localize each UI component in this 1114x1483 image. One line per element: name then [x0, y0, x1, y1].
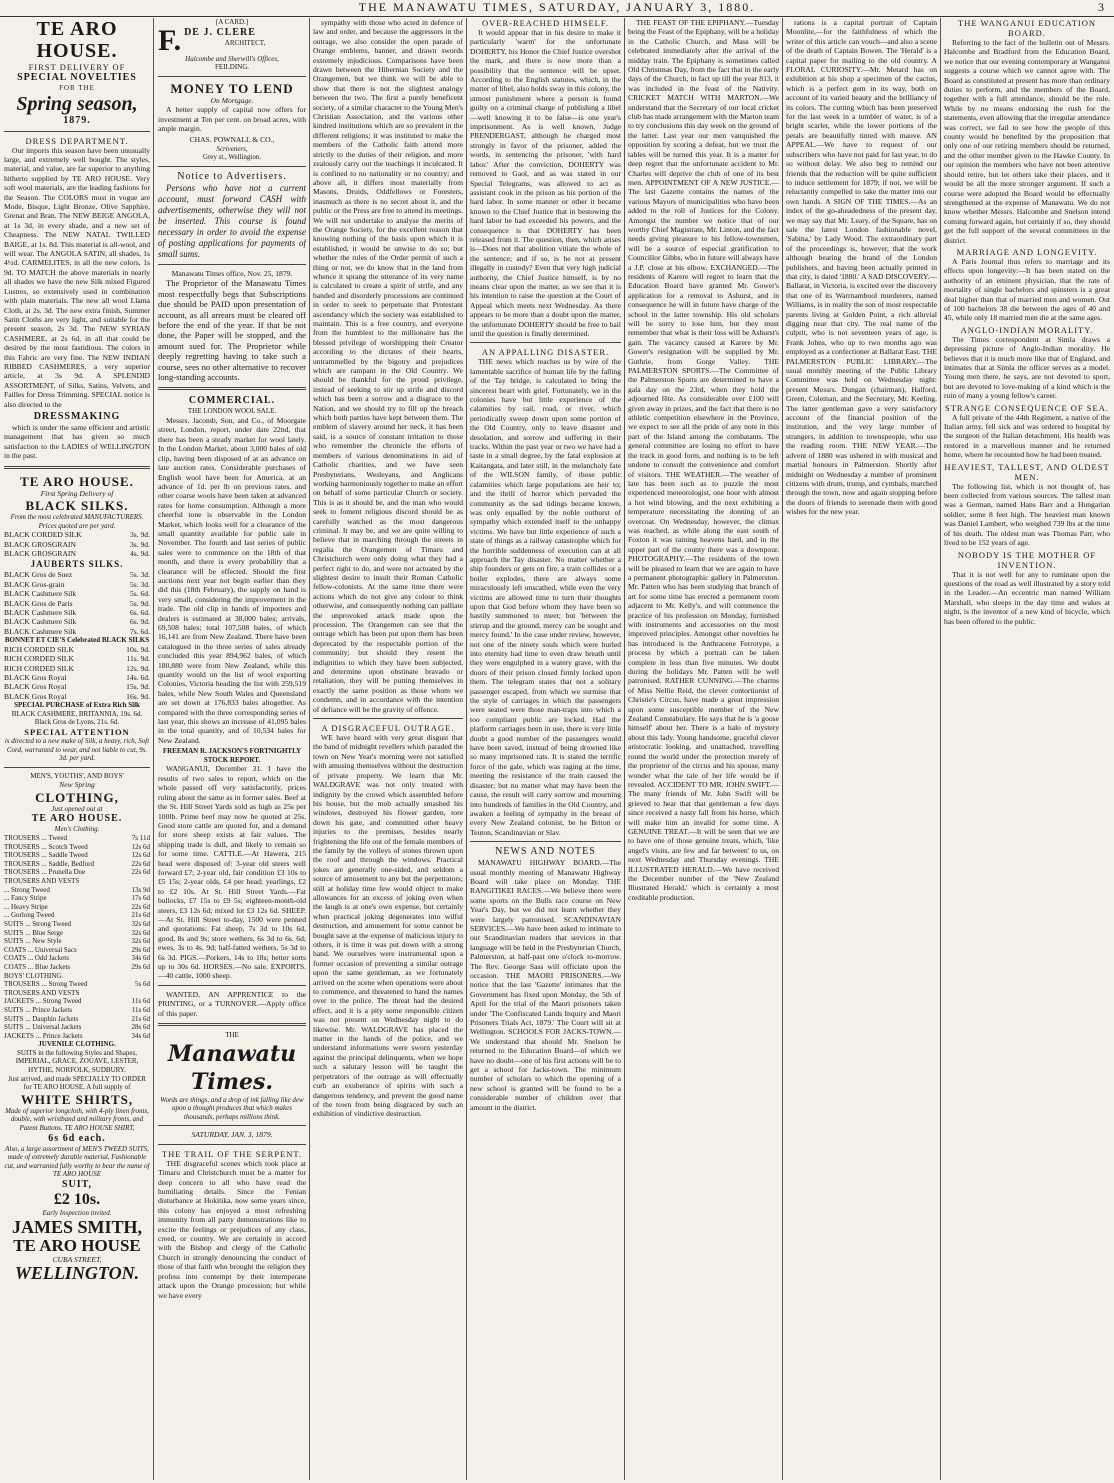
attention-text: is directed to a new make of Silk, a heavy, rich, Soft Cord, warranted to wear, and not liable to cut, 9s. 3d. per yard.	[4, 737, 150, 763]
shirt-price: 6s 6d each.	[48, 1132, 106, 1144]
overreached-heading: OVER-REACHED HIMSELF.	[481, 18, 610, 28]
price-row	[4, 894, 150, 903]
special-items: BLACK CASHMERE, BRITANNIA, 19s. 6d. Black Gros de Lyons, 21s. 6d.	[11, 709, 143, 727]
item-name: SUITS ... Strong Tweed	[4, 919, 72, 928]
column-3	[313, 18, 463, 1480]
item-name: BLACK Gros de Paris	[4, 598, 73, 608]
item-name: SUITS ... Prince Jackets	[4, 1005, 73, 1014]
price-row	[4, 997, 150, 1006]
item-price: 10s. 9d.	[126, 644, 150, 654]
item-name: TROUSERS AND VESTS	[4, 877, 80, 885]
dress-tail: which is under the same efficient and artistic management that has given so much satisfaction to the LADIES of WELLINGTON in the past.	[4, 422, 150, 461]
item-price: 11s. 9d.	[126, 654, 150, 664]
item-price: 5s. 9d.	[129, 598, 150, 608]
notice-text: Persons who have not a current account, must forward CASH with advertisements, otherwise they will not be inserted. This course is found necessary in order to avoid the expense of posting applications for payments of small sums.	[158, 183, 306, 259]
masthead	[0, 0, 1114, 17]
shirts-text: Made of superior longcloth, with 4-ply linen fronts, double, with wristband and military fronts, and Patent Buttons. TE ARO HOUSE SHIRT,	[5, 1106, 149, 1133]
just-opened: Just opened out at	[51, 804, 103, 813]
dress-department: DRESS DEPARTMENT.	[25, 135, 129, 146]
heaviest-text: The following list, which is not thought of, has been collected from various sources. The tallest man was a German, named Hans Barr and a Hungarian soldier, some 8 feet high. The heaviest man known was Daniel Lambert, who weighed 739 lbs at the time of his death. The oldest man was Thomas Parr, who lived to be 152 years of age.	[944, 481, 1110, 548]
dress-text: Our imports this season have been unusually large, and extremely well bought. The styles, material, and value, are far superior to anything hitherto supplied by TE ARO HOUSE. Very soft wool materials, are the leading fashions for the Season. The COLORS most in vogue are Mode, Bisque, Light Bronze, Olive Sapphire, Grenat and Bran. The NEW BEIGE ANGOLA, at 1s 3d, in every shade, and a new set of Cheapness. The NEW NATAL TWILLED BAIGE, at 1s. 8d. This material is all-wool, and will wear. The ANGOLA SATIN, all shades, 1s 4½d. CARMELITES, in all the new colors, 1s 9d. TO MATCH the above materials in nearly all shades we have the new Silk mixed Figured Lustres, so extensively used in combination with plain materials. The new all wool Llama Cloth, at 2s. 3d. The new extra finish, Summer Satin Cloths are very light, and suitable for the present season, 2s 3d. The NEW SYRIAN CASHMERE, at 2s 6d, in all that could be desired by the most fastidious. The colors in this Fabric are very fine. The NEW INDIAN RIBBED CASHMERES, a very superior article, at 3s 9d. A SPLENDID ASSORTMENT, of Silks, Satins, Velvets, and Failles for Dress Trimming. SPECIAL notice is also directed to the	[4, 145, 150, 409]
te-aro-house-3: TE ARO HOUSE.	[31, 813, 123, 825]
item-name: COATS ... Universal Sacs	[4, 945, 77, 954]
item-price: 32s 6d	[131, 937, 150, 946]
item-price: 14s. 6d.	[126, 673, 150, 683]
price-row	[4, 617, 150, 626]
price-row	[4, 972, 150, 981]
price-row	[4, 645, 150, 654]
price-row	[4, 1032, 150, 1041]
te-aro-house-2: TE ARO HOUSE.	[20, 473, 134, 489]
item-name: SUITS ... New Style	[4, 937, 62, 946]
column-6	[786, 18, 937, 1480]
dressmaking: DRESSMAKING	[33, 410, 121, 422]
price-row	[4, 589, 150, 598]
item-price: 21s 6d	[131, 911, 150, 920]
item-name: COATS ... Blue Jackets	[4, 962, 71, 971]
suit-price: £2 10s.	[53, 1191, 101, 1208]
column-2	[158, 18, 306, 1480]
column-rule	[309, 18, 310, 1480]
masthead-title: THE MANAWATU TIMES, SATURDAY, JANUARY 3, 1880.	[358, 0, 756, 14]
feilding: FEILDING.	[214, 63, 250, 72]
item-name: ... Heavy Stripe	[4, 902, 48, 911]
marriage-text: A Paris Journal thus refers to marriage and its effects upon longevity:—It has been stated on the authority of an eminent physician, that the rate of mortality of single bachelors and spinsters is a great deal higher than that of married men and women. Out of 100 bachelors 38 die between the ages of 40 and 45, while only 18 married men die at the same ages.	[944, 256, 1110, 323]
the-label: THE	[225, 1031, 239, 1040]
item-name: COATS ... Odd Jackets	[4, 954, 69, 963]
item-name: SUITS ... Universal Jackets	[4, 1023, 82, 1032]
jauberts-silks: JAUBERTS SILKS.	[30, 559, 124, 570]
item-price: 22s 6d	[131, 868, 150, 877]
clere-name: DE J. CLERE	[184, 26, 256, 38]
heaviest-heading: HEAVIEST, TALLEST, AND OLDEST MEN.	[944, 461, 1110, 482]
item-name: BLACK Gros Royal	[4, 673, 67, 683]
price-row	[4, 843, 150, 852]
price-row	[4, 654, 150, 663]
money-to-lend: MONEY TO LEND	[170, 80, 294, 96]
item-name: SUITS ... Blue Serge	[4, 928, 63, 937]
column-rule	[782, 18, 783, 1480]
strange-heading: STRANGE CONSEQUENCE OF SEA.	[945, 402, 1109, 413]
wanted-apprentice: WANTED, AN APPRENTICE to the PRINTING, or a TURNOVER.—Apply office of this paper.	[158, 989, 306, 1018]
item-name: RICH CORDED SILK	[4, 663, 75, 673]
item-name: RICH CORDED SILK	[4, 644, 75, 654]
price-row	[4, 929, 150, 938]
column-1-ads	[4, 18, 150, 1480]
item-price: 21s 6d	[131, 1014, 150, 1023]
bonnet-price-list	[4, 645, 150, 701]
item-name: BLACK Cashmere Silk	[4, 589, 77, 599]
anglo-heading: ANGLO-INDIAN MORALITY.	[960, 324, 1094, 335]
page-number: 3	[1098, 0, 1104, 14]
item-name: BLACK Cashmere Silk	[4, 617, 77, 627]
wellington: WELLINGTON.	[14, 1263, 140, 1283]
freeman-text: WANGANUI, December 31. I have the results of two sales to report, which on the whole passed off very satisfactorily, prices ruling about the same as in former sales. Beef at the St. Hill Street Yards sold as high as 25s per 100lb. Prime beef may now be quoted at 25s. Good store cattle are quoted for, and a demand for store sheep exists at fair values. The shipping trade is dull, and likely to remain so for some time. CATTLE.—At Hawera, 215 head were disposed of: 3-year old steers well forward £7; 2-year old, fair condition £3 10s to £5 15s; 2-year olds, £4 per head; yearlings, £2 to £2 10s. At St. Hill Street Yards.—Fat bullocks, £7 15s to £9 5s; eighteen-month-old steers, £3 12s 6d; mixed lot £3 12s 6d. SHEEP.—At St. Hill Street to-day, 1500 were penned and quotations: Fat sheep, 7s 3d to 10s 6d, good, 8s and 9s; store wethers, 6s 3d to 6s. 6d; ewes, 3s to 4s. 9d; half-fatted wethers, 5s 3d to 6s 3d. PIGS.—Porkers, 14s to 18s; better sorts up to 30s 6d. HORSES.—No sale. EXPORTS.—40 cattle, 1000 sheep.	[158, 764, 306, 981]
black-silks: BLACK SILKS.	[25, 498, 129, 513]
item-price: 22s 6d	[131, 859, 150, 868]
item-price: 5s 6d	[135, 980, 150, 989]
item-name: ... Strong Tweed	[4, 885, 50, 894]
price-row	[4, 530, 150, 539]
freeman-report: FREEMAN R. JACKSON'S FORTNIGHTLY STOCK REPORT.	[162, 747, 302, 764]
early-inspection: Early Inspection invited.	[42, 1209, 112, 1217]
initial-f: F.	[158, 23, 182, 57]
item-name: JACKETS ... Strong Tweed	[4, 997, 82, 1006]
just-arrived: Just arrived, and made SPECIALLY TO ORDER	[8, 1074, 146, 1083]
item-name: ... Fancy Stripe	[4, 894, 47, 903]
item-name: BLACK Gros de Suez	[4, 570, 73, 580]
item-price: 12s 6d	[131, 842, 150, 851]
item-name: TROUSERS AND VESTS	[4, 988, 80, 997]
pownall: CHAS. POWNALL & CO.,	[189, 135, 275, 145]
price-row	[4, 851, 150, 860]
item-price: 6s. 9d.	[129, 617, 150, 627]
wool-sale: THE LONDON WOOL SALE.	[187, 407, 277, 416]
item-price: 34s 6d	[131, 954, 150, 963]
price-row	[4, 1006, 150, 1015]
column-7	[944, 18, 1110, 1480]
disgraceful-text: WE have heard with very great disgust that the band of midnight revellers which paraded the town on New Year's morning were not satisfied with amusing themselves without the destruction of private property. We learn that Mr. WALDGRAVE was not only treated with indignity by the crowd which assembled before his house, but the mob actually smashed his windows, destroyed his flower garden, tore down his gate, and committed other heavy injuries to the premises, besides nearly frightening the life out of the female members of the family by the volleys of stones thrown upon the roof and through the windows. Practical jokes are generally one-sided, and seldom a source of amusement to any but the perpetrators; still at holiday time few would object to make allowances for an excess of joking even when the laugh is at one's own expense, but certainly when practical joking degenerates into wilful destruction, and amusement for some cannot be bought save at the expense of malicious injury to others, it is time it was put down with a strong hand. We ourselves were instrumental upon a former occasion of preventing a similar outrage upon the same gentleman, as we fortunately arrived on the scene when operations were about to commence, and threatened to band the names over to the police. The threat had the desired effect, and it is a pity some responsible citizen was not present on Wednesday night to do likewise. Mr. WALDGRAVE has placed the matter in the hands of the police, and we understand informations were sworn yesterday against the principal delinquents, when we hope such a salutary lesson will be taught the perpetrators of the outrage as will effectually curb an exuberance of spirits with such a dangerous tendency, and prevent the good name of the town from being disgraced by such an exhibition of vindictive destruction.	[313, 733, 463, 1119]
clothing-price-list	[4, 834, 150, 1040]
jauberts-price-list	[4, 570, 150, 636]
for-house: for TE ARO HOUSE, A full supply of	[23, 1083, 131, 1092]
price-row	[4, 903, 150, 912]
overreached-text: It would appear that in his desire to make it particularly 'warm' for the unfortunate DOHERTY, his Honor the Chief Justice overshot the mark, and there is now more than a possibility that the sentence will be upset. According to the English statutes, which, in the matter of libel, also holds sway in this colony, the utmost punishment where a person is found guilty on a criminal charge of publishing a libel—well knowing it to be false—is one year's imprisonment. As is well known, Judge PRENDERGAST, although he charged most strongly in favor of the prisoner, added the words, in sentencing the prisoner, 'with hard labor.' After the conviction, DOHERTY was removed to Gaol, and as was stated in our Special Telegrams, was allowed to act as assistant cook in the prison as his portion of the hard labor. In some manner or other it became known to the Chief Justice that in bestowing the hard labor he had exceeded his powers, and the consequence is that DOHERTY has been released from it. The question, then, which arises is—Does not that abolition vitiate the whole of the sentence; and if so, is he not at present illegally in custody? Even that very high judicial authority, the Chief Justice himself, is by no means clear upon the matter, as we see that it is his intention to raise the question at the Court of Appeal which meets next Wednesday. As there appears to be more than a doubt upon the matter, the unfortunate DOHERTY should be free to bail until the question is finally determined.	[470, 28, 621, 338]
item-name: JACKETS ... Prince Jackets	[4, 1031, 83, 1040]
item-name: BOYS' CLOTHING.	[4, 971, 64, 980]
price-row	[4, 868, 150, 877]
price-row	[4, 834, 150, 843]
column-rule	[940, 18, 941, 1480]
for-the: FOR THE	[59, 84, 95, 92]
item-price: 4s. 9d.	[129, 549, 150, 558]
item-price: 15s. 9d.	[126, 682, 150, 692]
price-row	[4, 920, 150, 929]
price-row	[4, 682, 150, 691]
wanganui-text: Referring to the fact of the bulletin out of Messrs. Halcombe and Bradford from the Education Board, we notice that our evening contemporary at Wanganui suggests a course which we cannot agree with. The Board as constituted at present has more than ordinary duties to perform, and the members of the Board, together with a full attendance, should be the rule. While by no means endorsing the rush for the statements, even allowing that the irregular attendance was correct, we fail to see how the people of this county would be benefited by the proposition that only one of our retiring members should be returned, and the other member given to the Hawke County. In our opinion the members who have not been attentive should retire, but let others take their places, and it would be all the more stronger argument. If such a course were adopted the Board would be effectually strengthened at the expense of Manawatu. We do not know whether Messrs. Halcombe and Snelson intend coming forward again, but certainly if so, they should get the full support of the several committees in the district.	[944, 38, 1110, 245]
manawatu-times-title: Manawatu Times.	[167, 1040, 297, 1095]
disaster-heading: AN APPALLING DISASTER.	[481, 347, 610, 358]
silks-sub: From the most celebrated MANUFACTURERS. Prices quoted are per yard.	[10, 513, 144, 530]
item-price: 32s 6d	[131, 928, 150, 937]
price-row	[4, 608, 150, 617]
serpent-continued: sympathy with those who acted in defence of law and order, and because the aggressors in the outrage, we also consider the open parade of Orange emblems, banner, and drawn swords extremely injudicious. Comparisons have been drawn between the Hibernian Society and the Orangemen, but we think we will be able to show that there is not the slightest analogy between the two. The first a purely beneficent society, of a similar character to the Young Men's Christian Association, and the various other kindred institutions which are so prevalent in the different religions; it was instituted to make the members of the Catholic faith attend more strictly to the duties of their religion, and more zealously carry out the teachings it inculcated. It is confined to no nationality or no country; and above all, it differs most materially from Masons, Druids, Oddfellows or Foresters, inasmuch as there is no secret about it, and the public or the Press are free to attend its meetings. We will not undertake to analyse the merits of the Orange Society, for the excellent reason that knowing nothing of the basis upon which it is established, it would be unwise to do so; but whether the rules of the Order permit of such a thing or not, we do know that in the land from whence it sprang the utterance of its very name is calculated to create a spirit of strife, and any banded and disorderly processions are continued in order to seek to perpetuate that Protestant ascendancy which the society was established to maintain. This is a free country, and everyone from the humblest to the millionaire has the blessed privilege of worshipping their Creator according to the dictates of their hearts, untrammelled by the bigotry and prejudices which are rampant in the Old Country. We should be thankful for the proud privilege, instead of seeking to stir up strife and discord which has been a sorrow and a disgrace to the Nation, and we should try to fill up the breach which both parties have kept between them. The emblem of slavery around her neck, it has been said, is a source of constant irritation to those who remember the chronicle the efforts of members of various denominations in aid of Catholic charities, and we have seen Presbyterians, Wesleyans, and Anglicans working harmoniously together to make an effort on behalf of some particular Church or society. This is as it should be, and the man who would seek to foment religious discord should be as carefully watched as the most dangerous criminal. It may be, and we are quite willing to believe that in marching through the streets in regalia the Orangemen of Timaru and Christchurch were only doing what they had a perfect right to do, and were not actuated by the slightest desire to insult their Roman Catholic fellow-colonists. At the same time there were actions which do not give any colour to think otherwise, and consequently nothing can palliate the unprovoked attack made upon the procession. The Orangemen can see that the outrage which has been put upon them has been deprecated by the respectable portion of the community; but should they resent the indignities to which they have been subjected, and determine upon obstinate bravado or retaliation, they will be putting themselves in exactly the same position as those whom we condemn, and in accordance with the intention of defiance will be the gravity of offence.	[313, 18, 463, 714]
notes-text-2: rations is a capital portrait of Captain Moonlite,—for the faithfulness of which the writer of this article can vouch—and also a scene of the death of Captain Bowen. The 'Herald' is a capital paper for mailing to the old country. A FLORAL CURIOSITY.—Mr. Metard has on exhibition at his shop a specimen of the cactus, which is a perfect gem in its way, both on account of its varied beauty and the brilliancy of its colors. The cutting which has been preserved for the last week in a tumbler of water, is of a bright scarlet, while the lower portions of the petals are beautifully tinted with mauve. AN APPEAL.—We have to request of our subscribers who have not paid for last year, to do so without delay. We also beg to remind our friends that the reduction will be quite sufficient to induce settlement for 1879; if not, we will be reluctantly compelled to take the matter into our own hands. A SIGN OF THE TIMES.—As an index of the go-aheadedness of the present day, we may say that Mr. Leary, of the Square, has on sale the latest London fashionable novel, 'Sabina,' by Lady Wood. The extraordinary part of the proceedings is, however, that the work although bearing the brand of the London publishers, and having been actually printed in that city, is dated '1880.' A SAD DISCOVERY.—Ballarat, in Victoria, is excited over the discovery that one of its Warrnambool murderers, named Williams, is in reality the son of most respectable parents living at Golden Point, a rich alluvial digging near that city. The real name of the culprit, who is not seventeen years of age, is Frank Johns, who up to two months ago was employed as a confectioner at Ballarat East. THE PALMERSTON PUBLIC LIBRARY.—The usual monthly meeting of the Public Library Committee was held on Wednesday night: present Messrs. Dungan (chairman), Halford, Green, Coleman, and the Secretary, Mr. Keeling. The latter gentleman gave a very satisfactory account of the financial position of the institution, and the very large number of strangers, in addition to townspeople, who use the reading room. THE NEW YEAR.—The advent of 1880 was ushered in with musical and martial honours in Palmerston. Shortly after midnight on Wednesday a number of prominent citizens with drum, trump, and cymbals, marched through the town, now and again stopping before the doors of friends to serenade them with good wishes for the new year.	[786, 18, 937, 517]
price-row	[4, 1023, 150, 1032]
disgraceful-heading: A DISGRACEFUL OUTRAGE.	[321, 723, 455, 734]
item-name: BLACK Gros Royal	[4, 682, 67, 692]
serpent-heading: THE TRAIL OF THE SERPENT.	[161, 1148, 303, 1159]
new-spring: New Spring	[59, 780, 95, 790]
juvenile-clothing: JUVENILE CLOTHING.	[38, 1040, 116, 1049]
price-row	[4, 540, 150, 549]
price-row	[4, 664, 150, 673]
te-aro-house-footer: TE ARO HOUSE	[13, 1235, 141, 1255]
price-row	[4, 937, 150, 946]
juvenile-text: SUITS in the following Styles and Shapes, IMPERIAL, GRACE, ZOUAVE, LESTER, HYTHE, NORFOLK, SUDBURY.	[15, 1048, 139, 1075]
column-rule	[624, 18, 625, 1480]
price-row	[4, 980, 150, 989]
mens-clothing: Men's Clothing.	[54, 825, 100, 834]
first-spring: First Spring Delivery of	[40, 488, 114, 498]
notes-text: THE FEAST OF THE EPIPHANY.—Tuesday being the Feast of the Epiphany, will be a holiday in the Catholic Church, and Mass will be celebrated immediately after the arrival of the midday train. The Epiphany is sometimes called Old Christmas Day, from the fact that in the early days of the Church, in fact up till the year 813, it was included in the feast of the Nativity. CRICKET MATCH WITH MARTON.—We understand that the Secretary of our local cricket club has made arrangement with the Marton team to try conclusions this day week on the ground of the latter. Last year our men vanquished the opposition by scoring a defeat, but we trust the tables will be turned this year. It is a matter for deep regret that the unfortunate accident to Mr. Charles will deprive the club of one of its best men. APPOINTMENT OF A NEW JUSTICE.—The last Gazette contains the names of the various Mayors of municipalities who have been added to the roll of Justices for the Colony. Amongst the number we notice that of our worthy Chief Magistrate, Mr. Linton, and the fact needs giving pleasure to his fellow-townsmen, will be a source of especial gratification to Councillor Gibbs, who in future will always have a J.P. close at his elbow. EXCHANGED.—The residents of Karere will regret to learn that the Education Board have granted Mr. Gower's application for a removal to Ashurst, and in consequence he will in future have charge of the school in the latter township. His old scholars will be sorry to lose him, but they must remember that what is their loss will be Ashurst's gain. The vacancy caused at Karere by Mr. Gower's resignation will be supplied by Mr. Guthrie, from Gorge Valley. THE PALMERSTON SPORTS.—The Committee of the Palmerston Sports are determined to have a gala day on the 23rd, when they hold the adjourned fête. As considerable over £100 will given away in prizes, and the fact that there is no athletic competition elsewhere in the Province, we expect to see all the pride of any note in this part of the Island among the combatants. The general committee are losing no effort to have the track in good form, and nothing is to be left undone to consult the convenience and comfort of visitors. THE WEATHER.—The weather of late has been such as to puzzle the most experienced meteorologist, one hour with almost a hot wind blowing, and the next exhibiting a temperature necessitating the donning of an overcoat. On Wednesday, however, the climax was reached, as while along the east south of Foxton it was raining heavens hard, and in the upper part of the county there was a downpour. PHOTOGRAPHY.—The residents of the town will be pleased to learn that we are again to have a permanent photographic gallery in Palmerston. Mr. Patten who has been studying that branch of art for some time has erected a permanent room adjacent to Mr. Kelly's, and will commence the practice of his profession on Monday, furnished with instruments and accessories on the most improved principles. Amongst other novelties he has introduced is the Anthracene Ferrotype, a process by which a portrait can be taken complete in less than five minutes. We doubt during the holidays Mr. Patten will be well patronised. RATHER CUNNING.—The charms of Miss Nellie Reid, the clever contortionist of Christie's Circus, have made a great impression upon some susceptible member of the New Zealand Constabulary. He says that he is 'a goose himself' about her. There is a halo of mystery about this lady. Young handsome, graceful clever aristocratic looking, and unattached, travelling round the world under the protection merely of the proprietor of the circus and his spouse, many wonder what the tale of her life would be if revealed. ACCIDENT TO MR. JOHN SWIFT.—The many friends of Mr. John Swift will be grieved to hear that that gentleman a few days since received a nasty fall from his horse, which will make him an invalid for some time. A GENUINE TREAT.—It will be seen that we are to have one of those genuine treats, which, 'like angel's visits, are few and far between' to us, on next Wednesday and Thursday evenings. THE ILLUSTRATED HERALD.—We have received the December number of the 'New Zealand Illustrated Herald,' which is certainly a most creditable production.	[628, 18, 779, 902]
item-price: 7s 11d	[131, 834, 150, 843]
capital-text: A better supply of capital now offers for investment at Ten per cent. on broad acres, with ample margin.	[158, 105, 306, 133]
item-name: SUITS ... Dauphin Jackets	[4, 1014, 79, 1023]
anglo-text: The Times correspondent at Simla draws a depressing picture of Anglo-Indian morality. He believes that it is much more like that of England, and intimates that at Simla the officer serves as a model. Young men there, he says, are not devoted to sport, but are devoted to love-making of a kind which is the ruin of many a young fellow's career.	[944, 334, 1110, 401]
item-price: 5s. 3d.	[129, 570, 150, 580]
column-4	[470, 18, 621, 1480]
nobody-text: That it is not well for any to ruminate upon the questions of the road as well illustrated by a story told in the Leader.—An eccentric man named William Marshall, who sleeps in the day time and wakes at night, is the inventor of a new kind of bicycle, which has been offered to the public.	[944, 569, 1110, 626]
price-row	[4, 989, 150, 998]
item-name: BLACK Gros-grain	[4, 579, 65, 589]
item-price: 7s. 6d.	[129, 626, 150, 636]
commercial: COMMERCIAL.	[188, 395, 276, 407]
scriveners: Scriveners,	[216, 144, 248, 153]
suit: SUIT,	[61, 1179, 93, 1190]
item-price: 3s. 9d.	[129, 539, 150, 549]
architect-title: ARCHITECT,	[224, 38, 266, 47]
grey-st: Grey st., Wellington.	[202, 153, 262, 162]
white-shirts: WHITE SHIRTS,	[20, 1091, 134, 1107]
wanganui-heading: THE WANGANUI EDUCATION BOARD.	[958, 18, 1096, 38]
item-name: RICH CORDED SILK	[4, 654, 75, 664]
item-name: BLACK GROSGRAIN	[4, 539, 76, 549]
bonnet-silks: BONNET ET CIE'S Celebrated BLACK SILKS	[4, 636, 150, 645]
clothing: CLOTHING,	[35, 789, 119, 805]
proprietor-text: The Proprietor of the Manawatu Times most respectfully begs that Subscriptions due should be PAID upon presentation of account, as all arrears must be cleared off before the end of the year. If that be not done, the Paper will be stopped, and the amount sued for. The Proprietor while deeply regretting having to take such a course, sees no other alternative to recover long-standing accounts.	[158, 278, 306, 383]
price-row	[4, 599, 150, 608]
price-row	[4, 570, 150, 579]
item-name: TROUSERS ... Tweed	[4, 834, 67, 843]
column-5	[628, 18, 779, 1480]
price-row	[4, 549, 150, 558]
spring-season: Spring season,	[16, 92, 138, 115]
a-card: [A CARD.]	[215, 18, 249, 26]
nobody-heading: NOBODY IS THE MOTHER OF INVENTION.	[957, 549, 1097, 570]
item-name: BLACK Cashmere Silk	[4, 608, 77, 618]
price-row	[4, 877, 150, 886]
item-name: BLACK GROSGRAIN	[4, 549, 76, 558]
halcombe-offices: Halcombe and Sherwill's Offices,	[185, 54, 279, 63]
column-rule	[466, 18, 467, 1480]
special-novelties: SPECIAL NOVELTIES	[17, 72, 137, 83]
item-name: BLACK Cashmere Silk	[4, 626, 77, 636]
also-text: Also, a large assortment of MEN'S TWEED SUITS, made of extremely durable material, Fashionable cut, and warranted fully worthy to bear the name of TE ARO HOUSE	[4, 1144, 150, 1179]
item-price: 12s. 9d.	[126, 663, 150, 673]
item-price: 29s 6d	[131, 945, 150, 954]
wool-text: Messrs. Jacomb, Son, and Co., of Moorgate street, London, report, under date 22nd, that there has been a steady market for wool lately. In the London Market, about 3,000 bales of old clip, having been disposed of at an advance on late auction rates. Considerable purchases of English wool have been for America, at an advance of 1d. per lb on previous rates, and other coarse wools have been taken at advanced rates for home consumption. Although a more cheerful tone is observable in the London Market, which looks well for a clearance of the small quantity available for public sale in November. The fourth and last series of public sales were to commence on the 18th of that month, and there is every probability that a clearance will be effected. Should the first auctions next year not begin earlier than they did this (18th February), the supply on hand is very small, considering the improvement in the trade. The old clip in hands of importers and dealers is estimated at 38,000 bales; arrivals, 69,508 bales; total 107,508 bales, of which 16,141 are from New Zealand. There have been catalogued in the three series of sales already concluded this year 894,962 bales, of which 180,880 were from New Zealand, while this quantity would on the list of wool exporting Colonies, Victoria heading the list with 259,519 bales, while New South Wales and Queensland are set down at 176,833 bales altogether. As compared with the three corresponding series of last year, this shows an increase of 41,095 bales in the total quantity, and of 10,534 bales for New Zealand.	[158, 416, 306, 745]
marriage-heading: MARRIAGE AND LONGEVITY.	[956, 246, 1098, 257]
item-price: 32s 6d	[131, 919, 150, 928]
architect-ad	[158, 23, 306, 57]
item-name: TROUSERS ... Scotch Tweed	[4, 842, 88, 851]
cuba-street: CUBA STREET,	[52, 1254, 102, 1264]
item-price: 6s. 6d.	[129, 608, 150, 618]
price-row	[4, 673, 150, 682]
price-row	[4, 1015, 150, 1024]
price-row	[4, 954, 150, 963]
item-price: 22s 6d	[131, 902, 150, 911]
first-delivery: FIRST DELIVERY OF	[28, 62, 126, 72]
item-price: 13s 9d	[131, 885, 150, 894]
item-price: 11s 6d	[131, 997, 150, 1006]
item-price: 29s 6d	[131, 962, 150, 971]
serpent-text: THE disgraceful scenes which took place at Timaru and Christchurch must be a matter for deep concern to all who have read the humiliating details. Since the Fenian disturbance at Hokitika, now some years since, this colony has enjoyed a most refreshing immunity from all party demonstrations like to excite the feelings or prejudices of any class, creed, or country. We are certainly in accord with the Bishop and clergy of the Catholic Church in strongly denouncing the conduct of those of that faith who brought the religion they profess into contempt by their intemperate attack upon the Orange procession; but while we have every	[158, 1158, 306, 1300]
special-attention: SPECIAL ATTENTION	[24, 727, 130, 738]
price-row	[4, 627, 150, 636]
notice-advertisers: Notice to Advertisers.	[177, 171, 287, 182]
item-name: ... Gorlong Tweed	[4, 911, 55, 920]
news-notes-heading: NEWS AND NOTES	[495, 846, 596, 858]
issue-date: SATURDAY, JAN. 3, 1879.	[191, 1130, 273, 1140]
item-name: TROUSERS ... Prunella Doe	[4, 868, 86, 877]
column-rule	[153, 18, 154, 1480]
item-price: 3s. 9d.	[129, 530, 150, 540]
item-name: TROUSERS ... Strong Tweed	[4, 980, 88, 989]
motto: Words are things, and a drop of ink falling like dew upon a thought produces that which makes thousands, perhaps millions think.	[160, 1095, 304, 1121]
item-price: 34s 6d	[131, 1031, 150, 1040]
item-name: TROUSERS ... Saddle, Bedford	[4, 859, 95, 868]
silks-price-list	[4, 530, 150, 558]
on-mortgage: On Mortgage.	[210, 95, 254, 105]
price-row	[4, 963, 150, 972]
item-price: 12s 6d	[131, 851, 150, 860]
price-row	[4, 860, 150, 869]
news-text: MANAWATU HIGHWAY BOARD.—The usual monthly meeting of Manawatu Highway Board will take place on Monday. THE RANGITIKEI RACES.—We believe there were some sports on the Bulls race course on New Year's Day, but we did not learn whether they were largely patronised. SCANDINAVIAN SERVICES.—We have been asked to intimate to our Scandinavian readers that services in that language will be held in the Presbyterian Church, Palmerston, at half-past one o'clock to-morrow. The Rev. George Sass will officiate upon the occasion. THE MAORI PRISONERS.—We notice that the last 'Gazette' intimates that the Government has fixed upon Monday, the 5th of April for the trial of the Maori prisoners taken under 'The Confiscated Lands Inquiry and Maori Prisoners Trials Act, 1879.' The Court will sit at Wellington. SCHOOLS FOR JACKS-TOWN.—We understand that should Mr. Snelson be returned to the Education Board—of which we have no doubt—one of his first actions will be to get a school for Jacks-town. The minimum number of scholars to which the opening of a new school is granted will be found to be a considerable number of children over that amount in the district.	[470, 858, 621, 1112]
special-purchase: SPECIAL PURCHASE of Extra Rich Silk	[14, 701, 140, 710]
strange-text: A full private of the 44th Regiment, a native of the Italian army, fell sick and was ordered to hospital by the surgeon of the Italian detachment. His health was restored in a marvellous manner and he returned home, where he recounted how he had been treated.	[944, 412, 1110, 460]
item-name: BLACK Gros Royal	[4, 691, 67, 701]
disaster-text: THE news which reaches us by wire of the lamentable sacrifice of human life by the falling of the Tay bridge, is calculated to bring the sincerest heart with grief. Fortunately, we in the colonies have but little experience of the calamities by rail, road, or river, which periodically sweep down upon some portion of the Old Country, only to leave disaster and desolation, and sorrow and suffering in their tracks. Within the past year or two we have had a taste in a small degree, by the fatal explosion at Kaitangata, and later still, in the melancholy fate of the WILSON family, of those public calamities which large populations are heir to; and the thrill of horror which pervaded the community as the sad tidings became known, was only equalled by the noble outburst of sympathy which extended itself to the unhappy victims. We have but little experience of such a state of things as a railway catastrophe which for the horrible suddenness of execution can at all approach the Tay disaster. No matter whether a ship founders or gets on fire, a train collides or a boiler explodes, there are always some miraculously left unscathed, while even the very victims are allowed time to turn their thoughts upon that God before whom they have been so hastily summoned to meet; but 'between the stirrup and the ground, mercy can be sought and mercy found.' In the case under review, however, not one of the ninety souls which were hurled into eternity had time to even draw breath until they were engulphed in a watery grave, with the doors of their prison closed firmly locked upon them. The telegram states that not a solitary passenger escaped, from which we surmise that the style of carriages in which the passengers were seated were those man-traps into which a too compliant public are locked. Had the platform carriages been in use, there is very little doubt a good number of the passengers would have been saved, instead of being drowned like so many imprisoned rats. It is stated the terrific force of the gale, which was raging at the time, meeting the resistance of the train caused the disaster; but no matter what may have been the cause, the result will carry sorrow and mourning into hundreds of families in the Old Country, and awaken a feeling of sympathy in the breast of every New Zealand colonist, be he Briton or Teuton, Scandinavian or Slav.	[470, 357, 621, 837]
james-smith: JAMES SMITH,	[11, 1216, 143, 1237]
item-price: 5s. 6d.	[129, 589, 150, 599]
price-row	[4, 946, 150, 955]
item-price: 11s 6d	[131, 1005, 150, 1014]
item-name: TROUSERS ... Saddle Tweed	[4, 851, 88, 860]
item-price: 17s 6d	[131, 894, 150, 903]
item-price: 28s 6d	[131, 1023, 150, 1032]
item-price: 5s. 3d.	[129, 579, 150, 589]
season-year: 1879.	[63, 114, 91, 126]
item-price: 16s. 9d.	[126, 691, 150, 701]
price-row	[4, 692, 150, 701]
te-aro-house-heading: TE ARO HOUSE.	[36, 18, 118, 62]
times-office: Manawatu Times office, Nov. 25, 1879.	[171, 269, 293, 278]
mens-youths-boys: MEN'S, YOUTHS', AND BOYS'	[30, 771, 124, 780]
price-row	[4, 911, 150, 920]
price-row	[4, 580, 150, 589]
item-name: BLACK CORDED SILK	[4, 530, 82, 540]
price-row	[4, 886, 150, 895]
